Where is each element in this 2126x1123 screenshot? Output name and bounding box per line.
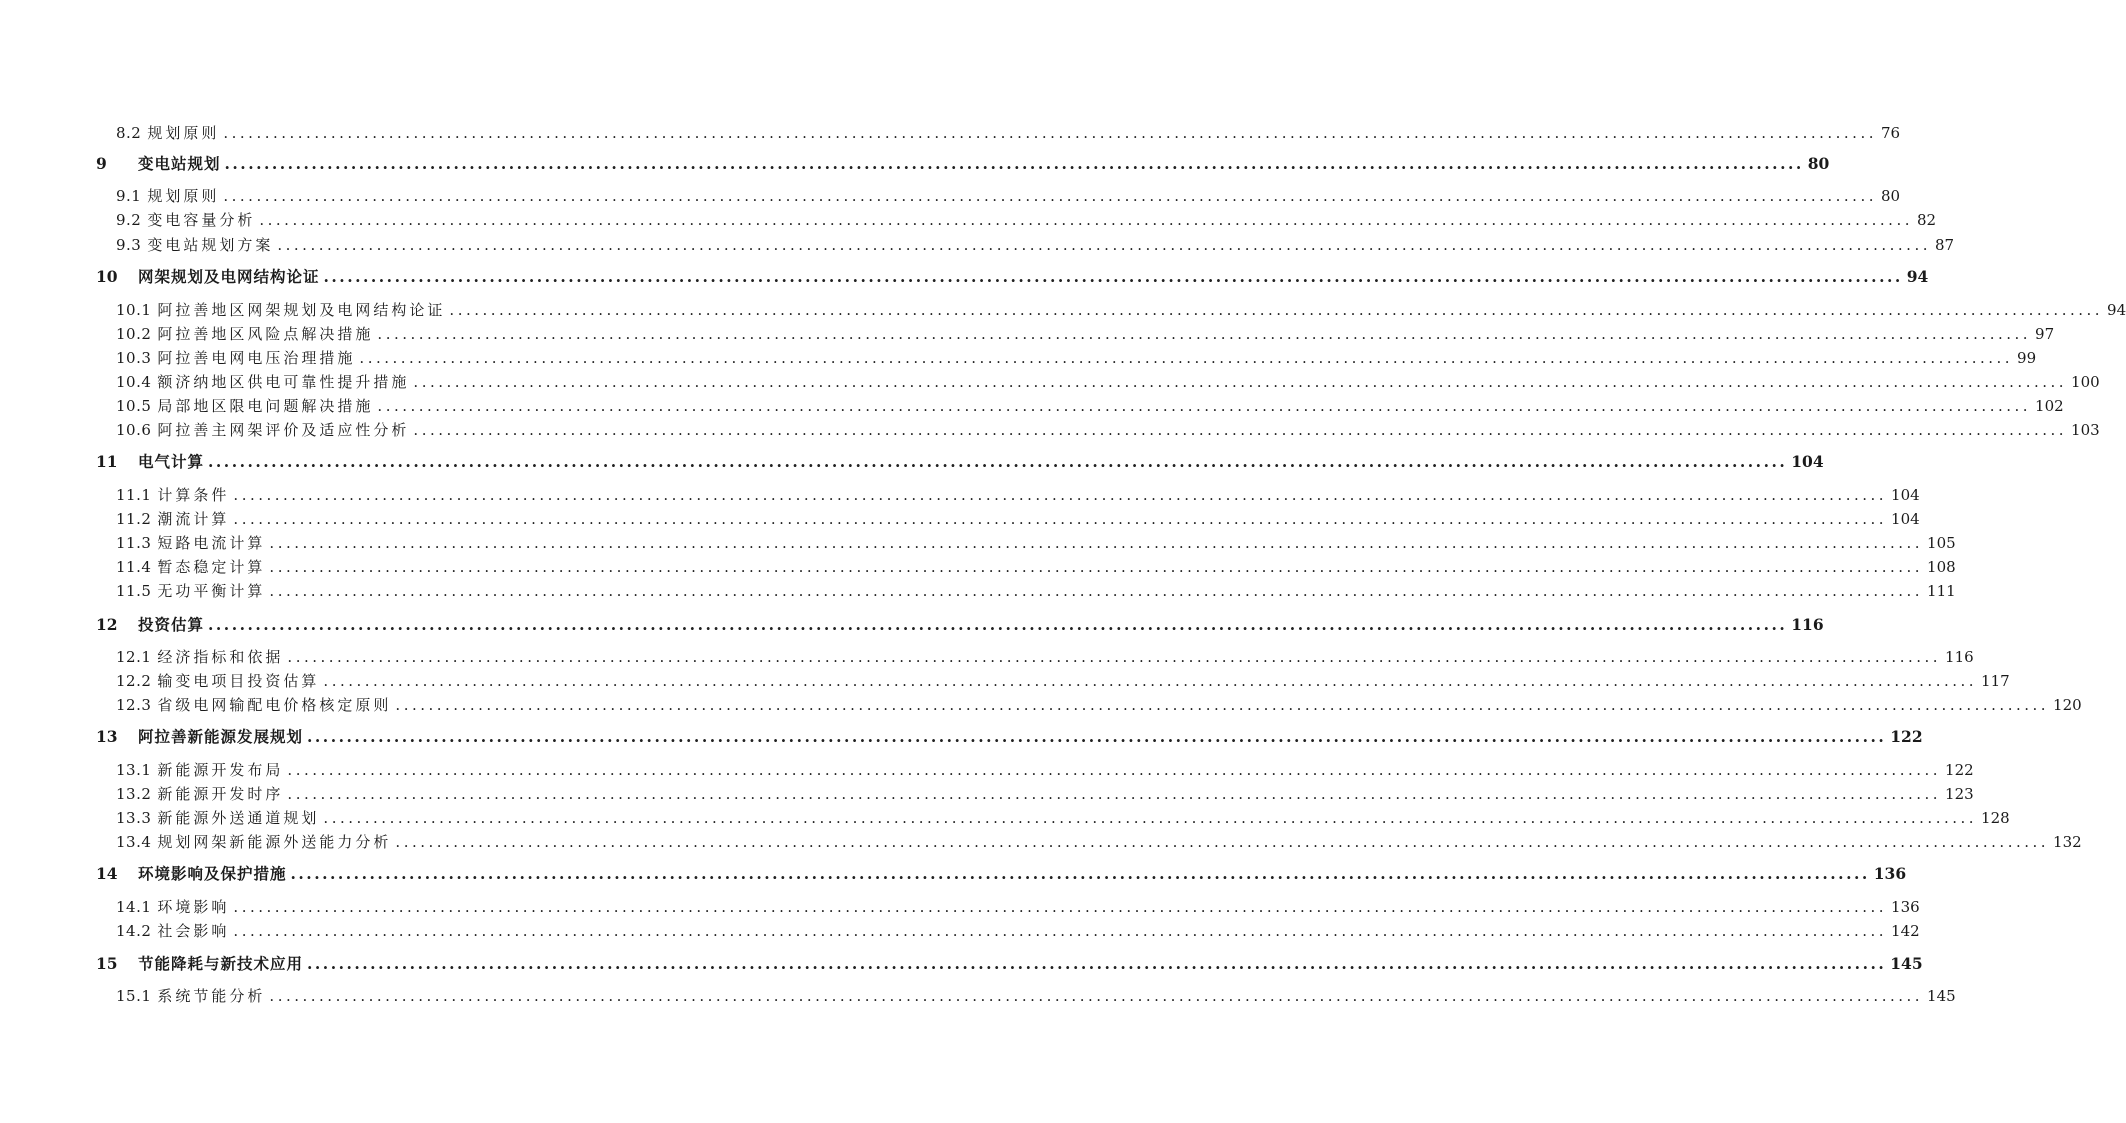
toc-section-entry[interactable] [116,210,1937,230]
toc-entry-title: 环境影响 [157,898,230,916]
dot-leader: ........................................................................................................................................................................................................ [277,236,1931,254]
toc-entry-title: 短路电流计算 [157,534,266,552]
toc-section-entry[interactable] [116,235,1955,255]
toc-section-entry[interactable] [116,485,1920,505]
toc-entry-page-number: 104 [1791,452,1824,471]
toc-entry-title: 无功平衡计算 [157,582,266,600]
toc-entry-page-number: 128 [1981,809,2010,827]
toc-section-entry[interactable] [116,557,1956,577]
toc-chapter-entry[interactable] [96,153,1830,175]
toc-entry-page-number: 100 [2071,373,2100,391]
toc-entry-number: 8.2 [116,124,142,142]
dot-leader: ........................................................................................................................................................................................................ [413,421,2068,439]
toc-entry-title: 节能降耗与新技术应用 [138,954,304,973]
toc-section-entry[interactable] [116,986,1956,1006]
toc-entry-title: 暂态稳定计算 [157,558,266,576]
toc-section-entry[interactable] [116,647,1974,667]
toc-entry-page-number: 116 [1791,615,1824,634]
toc-entry-number: 9 [96,154,107,173]
toc-entry-title: 电气计算 [138,452,205,471]
toc-entry-page-number: 103 [2071,421,2100,439]
toc-entry-page-number: 142 [1891,922,1920,940]
toc-entry-page-number: 104 [1891,486,1920,504]
toc-entry-page-number: 122 [1890,727,1923,746]
toc-entry-number: 10.6 [116,421,152,439]
dot-leader: ........................................................................................................................................................................................................ [323,672,1978,690]
toc-section-entry[interactable] [116,372,2100,392]
dot-leader: ........................................................................................................................................................................................................ [395,833,2050,851]
toc-entry-page-number: 123 [1945,785,1974,803]
toc-entry-number: 13.3 [116,809,152,827]
toc-section-entry[interactable] [116,784,1974,804]
toc-entry-title: 环境影响及保护措施 [138,864,287,883]
dot-leader: ........................................................................................................................................................................................................ [269,534,1924,552]
dot-leader: ........................................................................................................................................................................................................ [307,727,1887,746]
toc-entry-title: 规划原则 [147,124,220,142]
toc-entry-title: 网架规划及电网结构论证 [138,267,320,286]
toc-entry-number: 10.5 [116,397,152,415]
dot-leader: ........................................................................................................................................................................................................ [307,954,1887,973]
toc-entry-number: 13.1 [116,761,152,779]
toc-entry-number: 12 [96,615,118,634]
toc-section-entry[interactable] [116,760,1974,780]
toc-entry-number: 12.2 [116,672,152,690]
dot-leader: ........................................................................................................................................................................................................ [233,922,1888,940]
toc-entry-title: 阿拉善电网电压治理措施 [157,349,356,367]
toc-section-entry[interactable] [116,921,1920,941]
toc-chapter-entry[interactable] [96,953,1923,975]
dot-leader: ........................................................................................................................................................................................................ [323,809,1978,827]
toc-entry-page-number: 145 [1890,954,1923,973]
toc-entry-number: 10.3 [116,349,152,367]
toc-entry-page-number: 132 [2053,833,2082,851]
toc-section-entry[interactable] [116,581,1956,601]
toc-chapter-entry[interactable] [96,451,1824,473]
toc-entry-page-number: 136 [1891,898,1920,916]
toc-entry-number: 13 [96,727,118,746]
toc-entry-number: 10 [96,267,118,286]
dot-leader: ........................................................................................................................................................................................................ [287,761,1942,779]
toc-entry-number: 11.2 [116,510,152,528]
toc-entry-page-number: 99 [2017,349,2037,367]
dot-leader: ........................................................................................................................................................................................................ [395,696,2050,714]
toc-chapter-entry[interactable] [96,614,1824,636]
toc-entry-number: 15.1 [116,987,152,1005]
dot-leader: ........................................................................................................................................................................................................ [359,349,2014,367]
toc-entry-number: 13.2 [116,785,152,803]
toc-entry-number: 12.1 [116,648,152,666]
toc-entry-page-number: 102 [2035,397,2064,415]
toc-section-entry[interactable] [116,533,1956,553]
toc-entry-title: 系统节能分析 [157,987,266,1005]
toc-entry-page-number: 104 [1891,510,1920,528]
toc-entry-title: 变电站规划方案 [147,236,274,254]
toc-entry-page-number: 136 [1873,864,1907,883]
toc-entry-title: 额济纳地区供电可靠性提升措施 [157,373,410,391]
toc-entry-number: 11.5 [116,582,152,600]
toc-entry-number: 14.1 [116,898,152,916]
dot-leader: ........................................................................................................................................................................................................ [269,987,1924,1005]
toc-section-entry[interactable] [116,808,2010,828]
toc-entry-number: 10.2 [116,325,152,343]
toc-entry-title: 投资估算 [138,615,205,634]
toc-section-entry[interactable] [116,695,2082,715]
toc-entry-title: 新能源开发时序 [157,785,284,803]
toc-entry-title: 阿拉善主网架评价及适应性分析 [157,421,410,439]
dot-leader: ........................................................................................................................................................................................................ [269,558,1924,576]
toc-entry-page-number: 82 [1917,211,1937,229]
toc-entry-title: 省级电网输配电价格核定原则 [157,696,392,714]
toc-entry-number: 9.1 [116,187,142,205]
dot-leader: ........................................................................................................................................................................................................ [223,187,1877,205]
toc-section-entry[interactable] [116,396,2064,416]
toc-chapter-entry[interactable] [96,266,1929,288]
dot-leader: ........................................................................................................................................................................................................ [323,267,1903,286]
toc-entry-number: 15 [96,954,118,973]
toc-entry-number: 13.4 [116,833,152,851]
dot-leader: ........................................................................................................................................................................................................ [208,615,1788,634]
toc-section-entry[interactable] [116,671,2010,691]
toc-entry-title: 变电站规划 [138,154,221,173]
toc-entry-title: 阿拉善新能源发展规划 [138,727,304,746]
dot-leader: ........................................................................................................................................................................................................ [233,486,1888,504]
toc-entry-number: 9.3 [116,236,142,254]
toc-entry-page-number: 94 [1906,267,1929,286]
toc-entry-page-number: 80 [1807,154,1830,173]
toc-entry-title: 经济指标和依据 [157,648,284,666]
toc-entry-page-number: 80 [1881,187,1901,205]
toc-entry-page-number: 111 [1927,582,1956,600]
toc-entry-number: 10.4 [116,373,152,391]
toc-entry-page-number: 122 [1945,761,1974,779]
toc-entry-page-number: 117 [1981,672,2010,690]
toc-entry-title: 新能源外送通道规划 [157,809,320,827]
toc-entry-number: 11 [96,452,118,471]
toc-section-entry[interactable] [116,509,1920,529]
toc-section-entry[interactable] [116,420,2100,440]
toc-entry-page-number: 108 [1927,558,1956,576]
toc-entry-page-number: 76 [1881,124,1901,142]
toc-section-entry[interactable] [116,348,2037,368]
dot-leader: ........................................................................................................................................................................................................ [233,898,1888,916]
toc-entry-title: 社会影响 [157,922,230,940]
toc-entry-title: 规划网架新能源外送能力分析 [157,833,392,851]
toc-entry-page-number: 105 [1927,534,1956,552]
toc-entry-title: 变电容量分析 [147,211,256,229]
toc-entry-title: 输变电项目投资估算 [157,672,320,690]
toc-entry-page-number: 94 [2107,301,2126,319]
toc-entry-title: 新能源开发布局 [157,761,284,779]
toc-entry-number: 12.3 [116,696,152,714]
toc-entry-title: 潮流计算 [157,510,230,528]
toc-section-entry[interactable] [116,300,2126,320]
toc-section-entry[interactable] [116,186,1901,206]
toc-entry-title: 阿拉善地区网架规划及电网结构论证 [157,301,446,319]
dot-leader: ........................................................................................................................................................................................................ [259,211,1913,229]
dot-leader: ........................................................................................................................................................................................................ [269,582,1924,600]
toc-entry-page-number: 145 [1927,987,1956,1005]
dot-leader: ........................................................................................................................................................................................................ [233,510,1888,528]
toc-entry-title: 阿拉善地区风险点解决措施 [157,325,374,343]
toc-entry-page-number: 97 [2035,325,2055,343]
dot-leader: ........................................................................................................................................................................................................ [223,124,1877,142]
toc-entry-page-number: 116 [1945,648,1974,666]
toc-entry-title: 局部地区限电问题解决措施 [157,397,374,415]
dot-leader: ........................................................................................................................................................................................................ [287,785,1942,803]
toc-section-entry[interactable] [116,123,1901,143]
toc-entry-number: 14 [96,864,118,883]
toc-entry-number: 10.1 [116,301,152,319]
toc-section-entry[interactable] [116,897,1920,917]
dot-leader: ........................................................................................................................................................................................................ [208,452,1788,471]
toc-entry-title: 规划原则 [147,187,220,205]
toc-section-entry[interactable] [116,324,2055,344]
toc-entry-number: 9.2 [116,211,142,229]
toc-entry-title: 计算条件 [157,486,230,504]
dot-leader: ........................................................................................................................................................................................................ [449,301,2104,319]
toc-section-entry[interactable] [116,832,2082,852]
toc-chapter-entry[interactable] [96,726,1923,748]
toc-entry-number: 11.3 [116,534,152,552]
toc-entry-page-number: 120 [2053,696,2082,714]
toc-entry-number: 14.2 [116,922,152,940]
dot-leader: ........................................................................................................................................................................................................ [287,648,1942,666]
dot-leader: ........................................................................................................................................................................................................ [377,325,2032,343]
dot-leader: ........................................................................................................................................................................................................ [290,864,1870,883]
dot-leader: ........................................................................................................................................................................................................ [413,373,2068,391]
toc-entry-number: 11.1 [116,486,152,504]
dot-leader: ........................................................................................................................................................................................................ [377,397,2032,415]
dot-leader: ........................................................................................................................................................................................................ [224,154,1804,173]
toc-entry-page-number: 87 [1935,236,1955,254]
toc-entry-number: 11.4 [116,558,152,576]
toc-chapter-entry[interactable] [96,863,1907,885]
